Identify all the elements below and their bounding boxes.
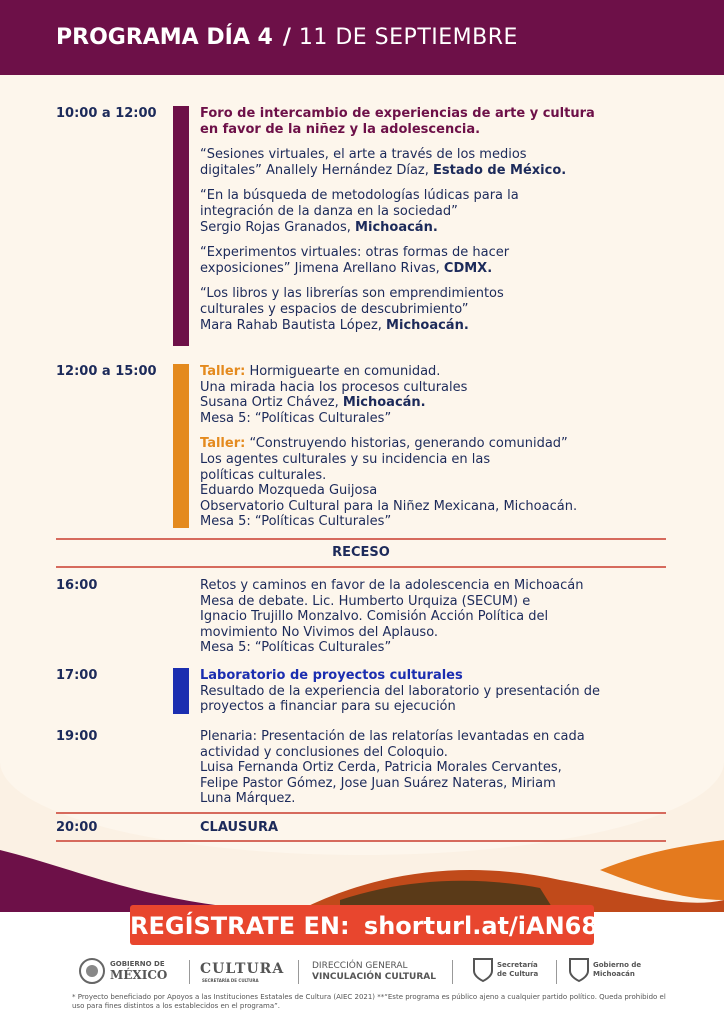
divider-bottom-receso xyxy=(56,566,666,568)
register-cta[interactable] xyxy=(130,908,599,944)
talk-2-line-3: Sergio Rojas Granados, Michoacán. xyxy=(200,219,438,235)
taller-2-line-4: Eduardo Mozqueda Guijosa xyxy=(200,483,378,499)
michoacan-shield-icon xyxy=(472,957,494,983)
slot-3-line-2: Mesa de debate. Lic. Humberto Urquiza (SECUM) e xyxy=(200,593,531,609)
secretaria-top: Secretaría xyxy=(497,961,538,969)
slot-5-content xyxy=(200,729,670,807)
talk-4-line-3: Mara Rahab Bautista López, Michoacán. xyxy=(200,317,469,333)
talk-2-line-1: “En la búsqueda de metodologías lúdicas para la xyxy=(200,188,519,204)
taller-2-label: Taller: xyxy=(200,436,246,452)
taller-2-line-2: Los agentes culturales y su incidencia en las xyxy=(200,451,491,467)
talk-3-line-2: exposiciones” Jimena Arellano Rivas, CDMX. xyxy=(200,260,493,276)
clausura-label: CLAUSURA xyxy=(200,820,279,835)
taller-1-line-3: Susana Ortiz Chávez, Michoacán. xyxy=(200,395,426,411)
slot-3-line-4: movimiento No Vivimos del Aplauso. xyxy=(200,624,439,640)
slot-3-line-5: Mesa 5: “Políticas Culturales” xyxy=(200,640,392,656)
talk-1-line-1: “Sesiones virtuales, el arte a través de los medios xyxy=(200,147,527,163)
header-banner xyxy=(0,0,724,75)
slot-4-title: Laboratorio de proyectos culturales xyxy=(200,668,463,683)
register-url[interactable]: shorturl.at/iAN68 xyxy=(363,912,599,940)
talk-1-line-2: digitales” Anallely Hernández Díaz, Estado de México. xyxy=(200,162,567,178)
disclaimer-text: * Proyecto beneficiado por Apoyos a las Instituciones Estatales de Cultura (AIEC 2021) **“Este programa es público ajeno a cualquier partido político. Queda prohibido el uso para fines distintos a los establecidos en el programa”. xyxy=(72,993,666,1010)
gobierno-mich-bottom: Michoacán xyxy=(593,970,635,978)
slot-4-line-2: Resultado de la experiencia del laboratorio y presentación de xyxy=(200,683,601,699)
cultura-sub: SECRETARÍA DE CULTURA xyxy=(202,978,259,983)
talk-4-line-1: “Los libros y las librerías son emprendimientos xyxy=(200,286,504,302)
direccion-top: DIRECCIÓN GENERAL xyxy=(312,961,408,971)
slot-2-color-bar xyxy=(173,364,189,528)
program-date: 11 DE SEPTIEMBRE xyxy=(298,25,518,50)
taller-1-line-4: Mesa 5: “Políticas Culturales” xyxy=(200,410,392,426)
time-slot-5: 19:00 xyxy=(56,729,98,744)
taller-1-line-2: Una mirada hacia los procesos culturales xyxy=(200,379,468,395)
gobierno-mexico-top: GOBIERNO DE xyxy=(110,960,165,968)
taller-1-state: Michoacán. xyxy=(342,395,426,411)
slot-1-color-bar xyxy=(173,106,189,346)
slot-5-line-1: Plenaria: Presentación de las relatorías levantadas en cada xyxy=(200,729,585,744)
divider-top-clausura xyxy=(56,812,666,814)
wave-orange xyxy=(600,840,724,900)
title-separator: / xyxy=(282,25,291,50)
talk-2-line-2: integración de la danza en la sociedad” xyxy=(200,203,458,219)
page-title xyxy=(56,24,518,52)
register-label: REGÍSTRATE EN: xyxy=(130,912,350,940)
taller-2-line-3: políticas culturales. xyxy=(200,467,327,483)
slot-1-title-line-1: Foro de intercambio de experiencias de arte y cultura xyxy=(200,106,595,121)
slot-3-line-3: Ignacio Trujillo Monzalvo. Comisión Acción Política del xyxy=(200,609,549,625)
michoacan-crest-icon xyxy=(568,957,590,983)
talk-4-state: Michoacán. xyxy=(386,317,469,333)
slot-5-line-4: Felipe Pastor Gómez, Jose Juan Suárez Nateras, Miriam xyxy=(200,775,556,791)
logo-divider-2 xyxy=(298,960,299,984)
secretaria-bottom: de Cultura xyxy=(497,970,539,978)
receso-label: RECESO xyxy=(332,545,390,560)
direccion-bottom: VINCULACIÓN CULTURAL xyxy=(312,972,436,982)
time-slot-1: 10:00 a 12:00 xyxy=(56,106,157,121)
program-day-label: PROGRAMA DÍA 4 xyxy=(56,25,273,50)
slot-4-color-bar xyxy=(173,668,189,714)
mexico-seal-icon xyxy=(78,957,106,985)
logo-divider-4 xyxy=(556,960,557,984)
logo-divider-1 xyxy=(189,960,190,984)
taller-1-line-1: Taller: Hormiguearte en comunidad. xyxy=(200,364,441,379)
talk-3-line-1: “Experimentos virtuales: otras formas de hacer xyxy=(200,245,510,261)
talk-4-line-2: culturales y espacios de descubrimiento” xyxy=(200,301,469,317)
slot-3-content xyxy=(200,578,670,656)
slot-1-title-line-2: en favor de la niñez y la adolescencia. xyxy=(200,121,481,137)
talk-3-state: CDMX. xyxy=(443,260,493,276)
talk-2-state: Michoacán. xyxy=(355,219,438,235)
slot-5-line-3: Luisa Fernanda Ortiz Cerda, Patricia Morales Cervantes, xyxy=(200,760,562,776)
divider-top-receso xyxy=(56,538,666,540)
gobierno-mexico-bottom: MÉXICO xyxy=(110,968,168,982)
taller-1-label: Taller: xyxy=(200,364,246,379)
talk-1-state: Estado de México. xyxy=(433,162,567,178)
slot-4-line-3: proyectos a financiar para su ejecución xyxy=(200,699,456,715)
cultura-title: CULTURA xyxy=(200,961,285,977)
taller-2-line-5: Observatorio Cultural para la Niñez Mexicana, Michoacán. xyxy=(200,498,578,514)
time-slot-4: 17:00 xyxy=(56,668,98,683)
slot-1-content xyxy=(200,106,670,333)
taller-2-line-6: Mesa 5: “Políticas Culturales” xyxy=(200,514,392,530)
time-slot-3: 16:00 xyxy=(56,578,98,593)
time-slot-2: 12:00 a 15:00 xyxy=(56,364,157,379)
slot-3-line-1: Retos y caminos en favor de la adolescencia en Michoacán xyxy=(200,578,584,593)
time-slot-6: 20:00 xyxy=(56,820,98,835)
slot-2-content xyxy=(200,364,670,530)
slot-5-line-2: actividad y conclusiones del Coloquio. xyxy=(200,744,448,760)
slot-4-content xyxy=(200,668,670,715)
taller-2-line-1: Taller: “Construyendo historias, generando comunidad” xyxy=(200,436,568,452)
logo-divider-3 xyxy=(452,960,453,984)
gobierno-mich-top: Gobierno de xyxy=(593,961,642,969)
slot-5-line-5: Luna Márquez. xyxy=(200,791,296,807)
